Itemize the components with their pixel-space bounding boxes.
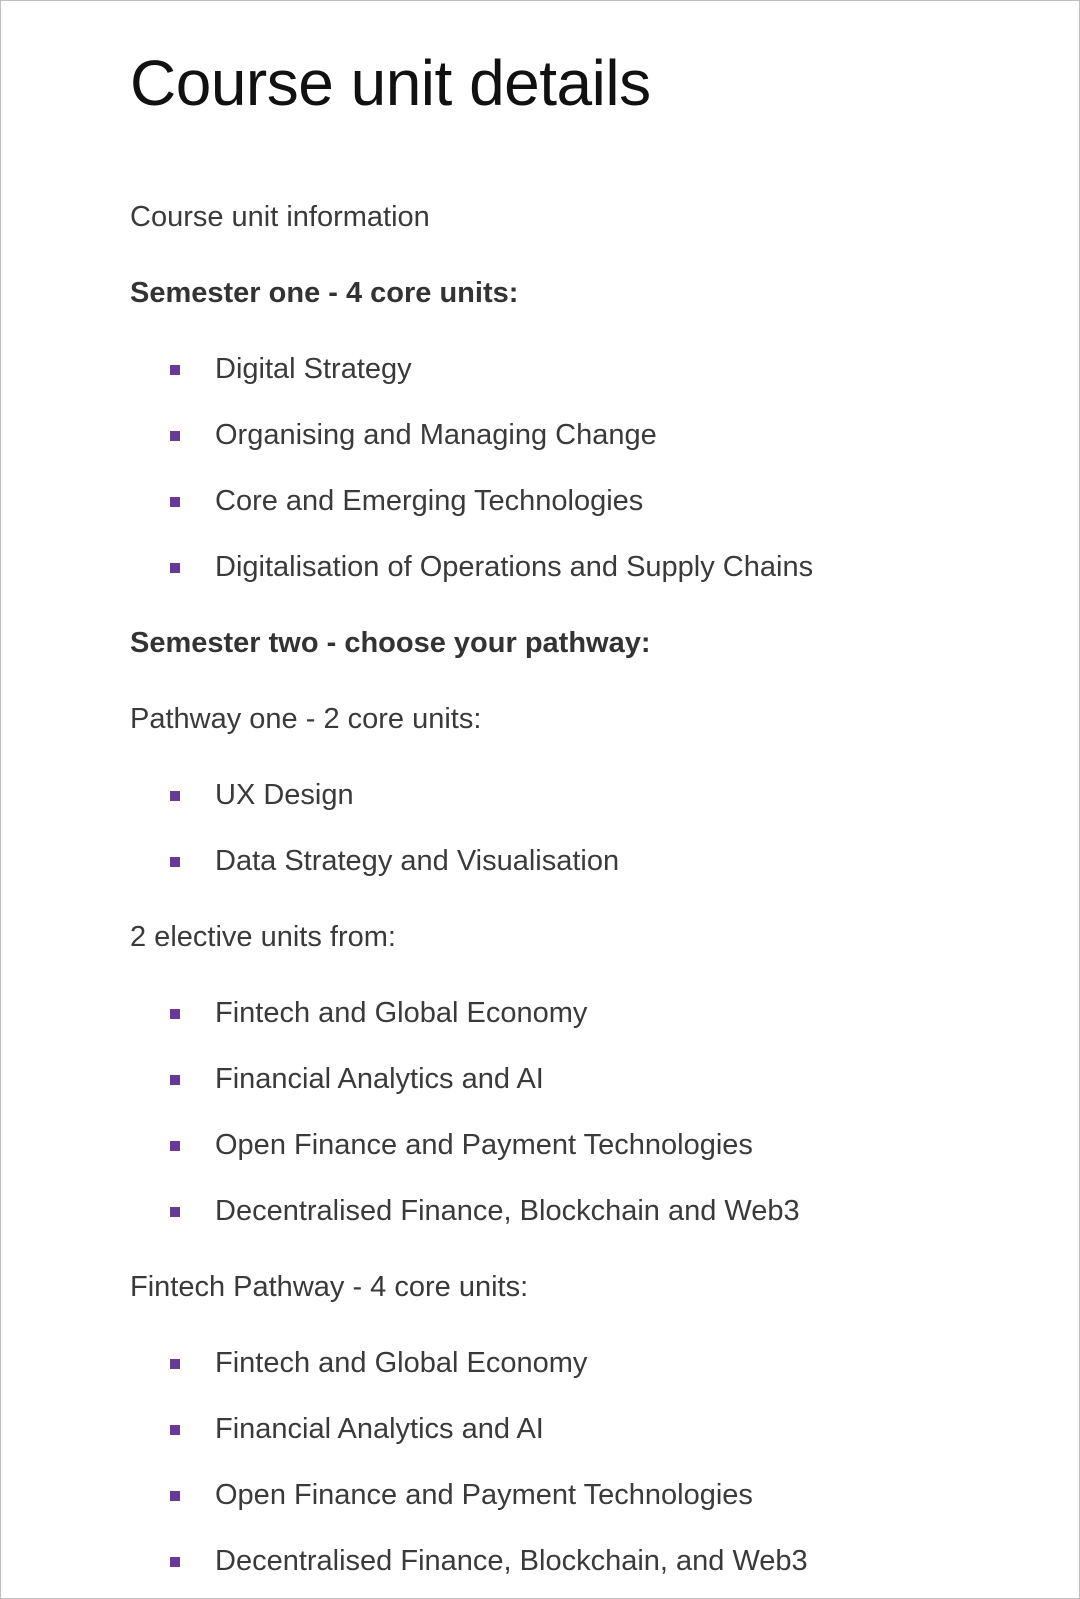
unit-name: Data Strategy and Visualisation — [215, 845, 620, 877]
list-item — [130, 1345, 1030, 1411]
square-bullet-icon — [170, 365, 180, 375]
electives-label: 2 elective units from: — [130, 921, 396, 953]
unit-name: Fintech and Global Economy — [215, 1347, 588, 1379]
square-bullet-icon — [170, 431, 180, 441]
semester-one-heading: Semester one - 4 core units: — [130, 277, 519, 309]
unit-name: Digital Strategy — [215, 353, 412, 385]
pathway-one-label: Pathway one - 2 core units: — [130, 703, 482, 735]
square-bullet-icon — [170, 1557, 180, 1567]
square-bullet-icon — [170, 563, 180, 573]
square-bullet-icon — [170, 497, 180, 507]
unit-name: UX Design — [215, 779, 354, 811]
list-item — [130, 1477, 1030, 1543]
square-bullet-icon — [170, 1425, 180, 1435]
unit-name: Financial Analytics and AI — [215, 1063, 544, 1095]
unit-name: Fintech and Global Economy — [215, 997, 588, 1029]
list-item — [130, 1127, 1030, 1193]
unit-name: Core and Emerging Technologies — [215, 485, 644, 517]
semester-one-unit-list — [130, 351, 1030, 615]
list-item — [130, 483, 1030, 549]
square-bullet-icon — [170, 1009, 180, 1019]
square-bullet-icon — [170, 1207, 180, 1217]
list-item — [130, 777, 1030, 843]
unit-name: Open Finance and Payment Technologies — [215, 1479, 753, 1511]
pathway-one-unit-list — [130, 777, 1030, 909]
list-item — [130, 1193, 1030, 1259]
page-title: Course unit details — [130, 47, 651, 119]
unit-name: Organising and Managing Change — [215, 419, 657, 451]
square-bullet-icon — [170, 857, 180, 867]
intro-text: Course unit information — [130, 201, 430, 233]
square-bullet-icon — [170, 1075, 180, 1085]
unit-name: Decentralised Finance, Blockchain and Web3 — [215, 1195, 800, 1227]
list-item — [130, 351, 1030, 417]
course-unit-content — [130, 1, 1030, 1599]
list-item — [130, 1411, 1030, 1477]
unit-name: Open Finance and Payment Technologies — [215, 1129, 753, 1161]
list-item — [130, 417, 1030, 483]
fintech-pathway-unit-list — [130, 1345, 1030, 1599]
square-bullet-icon — [170, 1359, 180, 1369]
unit-name: Decentralised Finance, Blockchain, and Web3 — [215, 1545, 808, 1577]
unit-name: Financial Analytics and AI — [215, 1413, 544, 1445]
unit-name: Digitalisation of Operations and Supply Chains — [215, 551, 814, 583]
list-item — [130, 549, 1030, 615]
square-bullet-icon — [170, 791, 180, 801]
list-item — [130, 1543, 1030, 1599]
list-item — [130, 1061, 1030, 1127]
list-item — [130, 995, 1030, 1061]
list-item — [130, 843, 1030, 909]
semester-two-heading: Semester two - choose your pathway: — [130, 627, 651, 659]
fintech-pathway-label: Fintech Pathway - 4 core units: — [130, 1271, 529, 1303]
square-bullet-icon — [170, 1491, 180, 1501]
electives-unit-list — [130, 995, 1030, 1259]
square-bullet-icon — [170, 1141, 180, 1151]
